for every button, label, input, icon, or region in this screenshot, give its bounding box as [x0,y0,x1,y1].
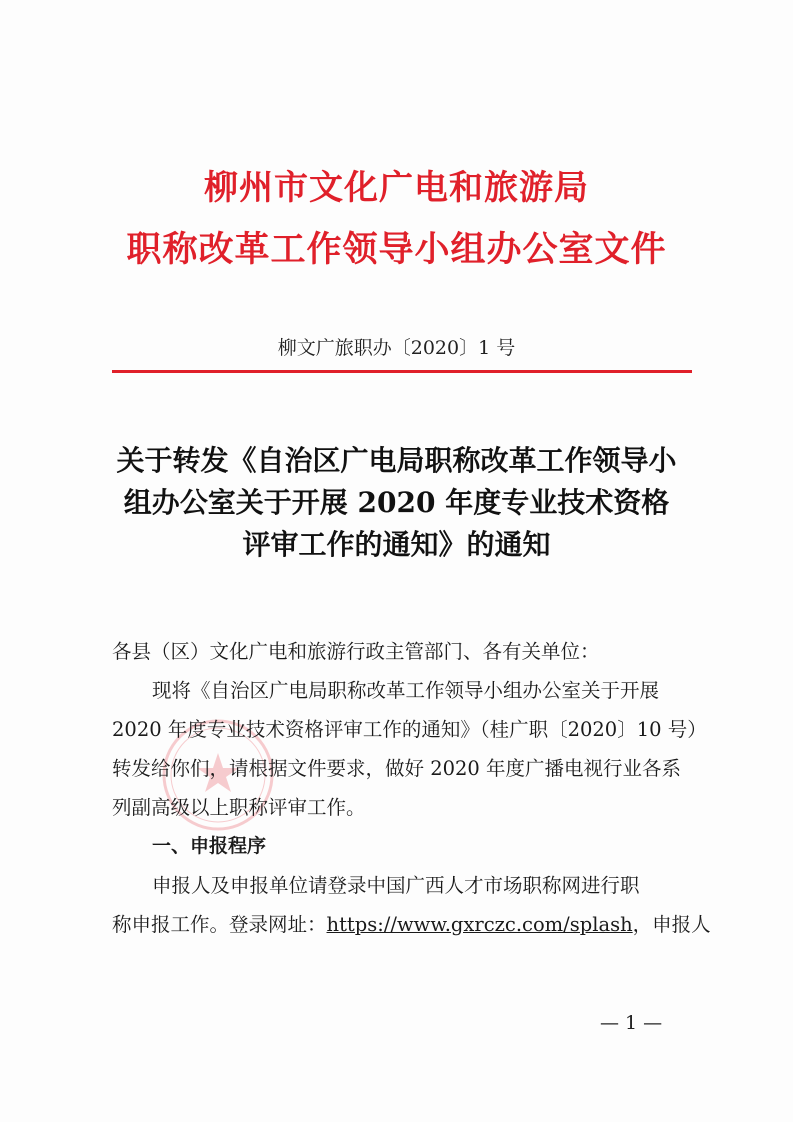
red-separator-rule [112,370,692,373]
paragraph-1-line-4: 列副高级以上职称评审工作。 [112,796,366,819]
paragraph-2-line-2-prefix: 称申报工作。登录网址： [112,913,327,936]
paragraph-2-line-2-suffix: ，申报人 [632,913,711,936]
document-body [112,632,711,944]
section-heading-application-procedure: 一、申报程序 [152,835,267,857]
issuer-header-line-1: 柳州市文化广电和旅游局 [204,168,589,208]
document-title-line-3: 评审工作的通知》的通知 [242,528,551,561]
page-number: — 1 — [600,1012,663,1034]
document-title-line-1: 关于转发《自治区广电局职称改革工作领导小 [116,444,677,477]
paragraph-2-line-1: 申报人及申报单位请登录中国广西人才市场职称网进行职 [152,874,640,897]
paragraph-1-line-2: 2020 年度专业技术资格评审工作的通知》（桂广职〔2020〕10 号） [112,718,707,741]
paragraph-1-line-3: 转发给你们，请根据文件要求，做好 2020 年度广播电视行业各系 [112,757,682,780]
registration-website-link[interactable]: https://www.gxrczc.com/splash [326,913,633,936]
document-title-line-2: 组办公室关于开展 2020 年度专业技术资格 [123,486,670,519]
issuer-header-line-2: 职称改革工作领导小组办公室文件 [126,229,667,270]
document-title [0,440,793,566]
addressee-line: 各县（区）文化广电和旅游行政主管部门、各有关单位： [112,640,600,663]
document-number: 柳文广旅职办〔2020〕1 号 [277,337,516,359]
paragraph-2-line-2 [112,905,711,944]
paragraph-1-line-1: 现将《自治区广电局职称改革工作领导小组办公室关于开展 [152,679,660,702]
